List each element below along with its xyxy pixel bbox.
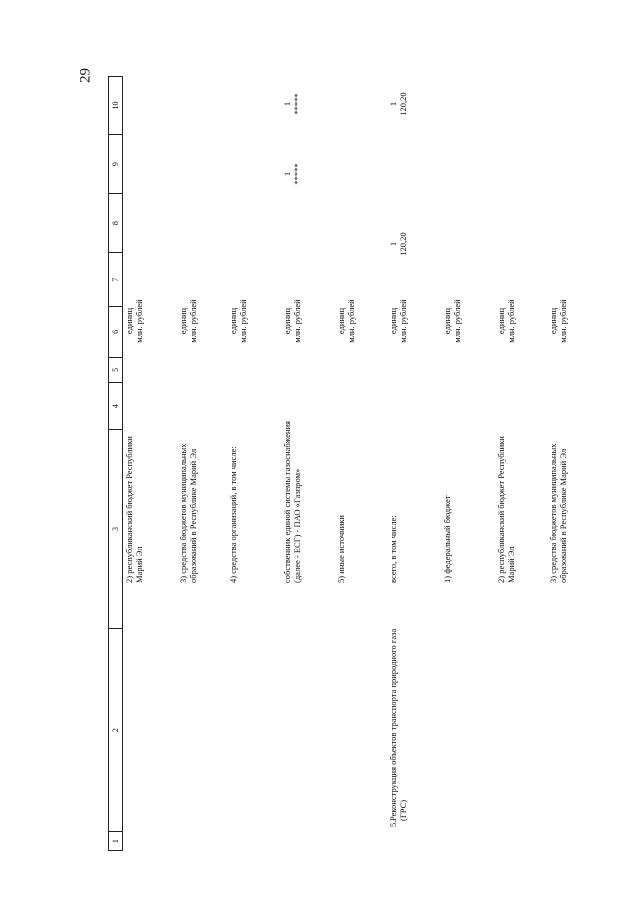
cell-col-3-row-7: 1) федеральный бюджет <box>442 495 452 583</box>
cell-col-4-row-5: единиц млн. рублей <box>336 299 356 343</box>
cell-col-4-row-7: единиц млн. рублей <box>442 299 462 343</box>
header-col-6: 6 <box>109 307 122 358</box>
header-col-4: 4 <box>109 383 122 430</box>
cell-col-3-row-6: всего, в том числе: <box>388 515 398 583</box>
cell-col-4-row-2: единиц млн. рублей <box>178 299 198 343</box>
table-header-row <box>108 76 123 851</box>
cell-col-3-row-5: 5) иные источники <box>336 515 346 583</box>
cell-col-3-row-9: 3) средства бюджетов муниципальных образований в Республике Марий Эл <box>548 443 568 583</box>
cell-col-3-row-4: собственник единой системы газоснабжения (далее - ЕСГ) - ПАО «Газпром» <box>282 420 302 583</box>
header-col-3: 3 <box>109 430 122 629</box>
header-col-5: 5 <box>109 358 122 383</box>
cell-col-3-row-2: 3) средства бюджетов муниципальных образований в Республике Марий Эл <box>178 443 198 583</box>
page-number: 29 <box>77 68 94 83</box>
cell-col-3-row-8: 2) республиканский бюджет Республики Марий Эл <box>496 436 516 583</box>
cell-col-4-row-3: единиц млн. рублей <box>228 299 248 343</box>
header-col-8: 8 <box>109 194 122 253</box>
cell-col-10-row-6: 1 120,20 <box>388 92 408 116</box>
cell-col-3-row-1: 2) республиканский бюджет Республики Марий Эл <box>124 436 144 583</box>
header-col-7: 7 <box>109 253 122 307</box>
cell-col-3-row-3: 4) средства организаций, в том числе: <box>228 446 238 583</box>
rotated-table <box>108 76 568 851</box>
cell-col-4-row-9: единиц млн. рублей <box>548 299 568 343</box>
header-col-2: 2 <box>109 629 122 833</box>
cell-col-4-row-6: единиц млн. рублей <box>388 299 408 343</box>
cell-col-10-row-4: 1 ***** <box>282 93 302 115</box>
header-col-1: 1 <box>109 832 122 851</box>
header-col-9: 9 <box>109 135 122 194</box>
cell-col-4-row-1: единиц млн. рублей <box>124 299 144 343</box>
cell-col-1-row-6: 5. <box>388 820 398 827</box>
cell-col-8-row-6: 1 120,20 <box>388 232 408 256</box>
header-col-10: 10 <box>109 76 122 135</box>
cell-col-9-row-4: 1 ***** <box>282 163 302 185</box>
cell-col-2-row-6: Реконструкция объектов транспорта природного газа (ГРС) <box>388 628 408 821</box>
cell-col-4-row-4: единиц млн. рублей <box>282 299 302 343</box>
cell-col-4-row-8: единиц млн. рублей <box>496 299 516 343</box>
